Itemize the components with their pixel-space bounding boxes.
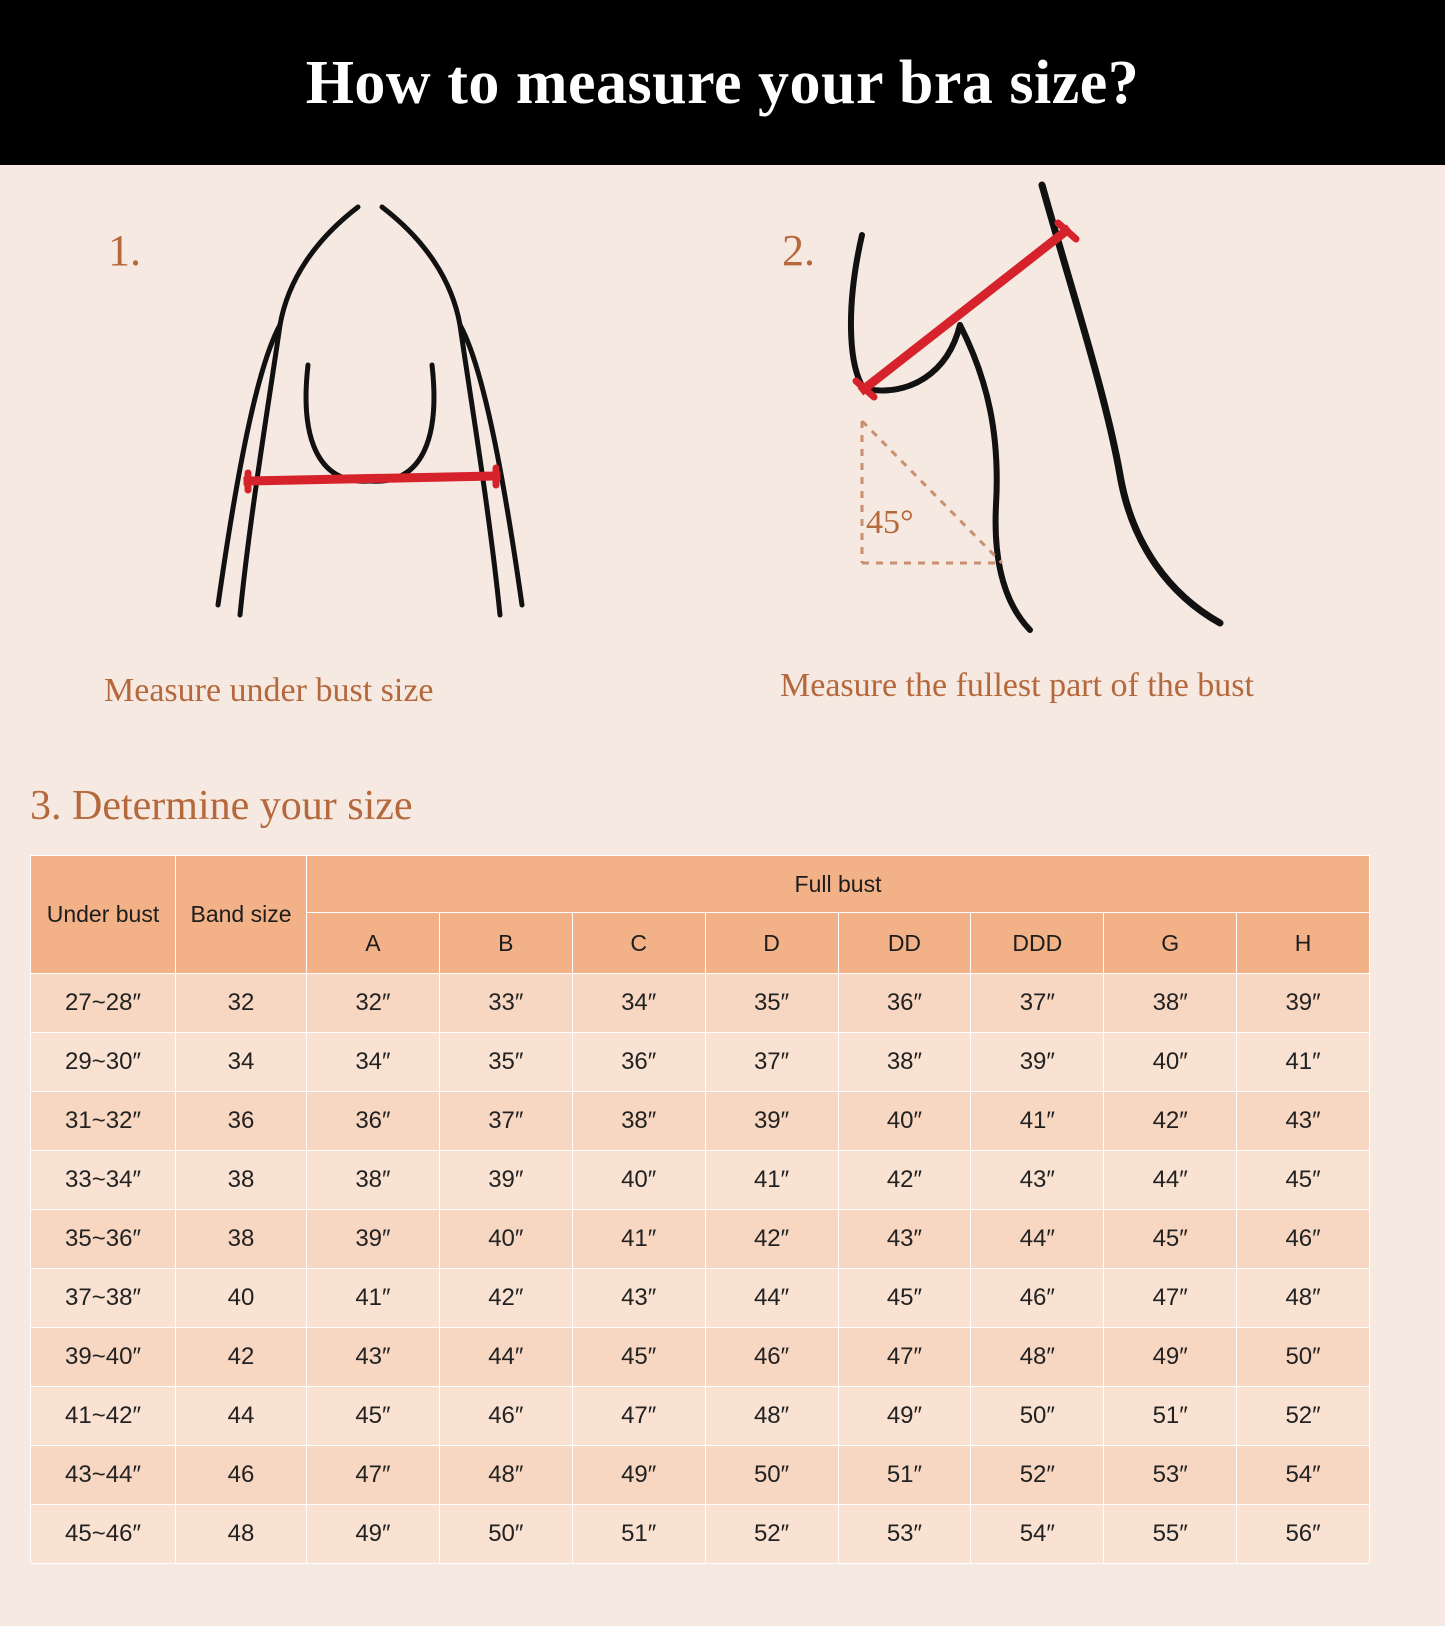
- cell-cup-h: 50″: [1237, 1328, 1370, 1387]
- cell-cup-h: 52″: [1237, 1387, 1370, 1446]
- cell-under-bust: 35~36″: [31, 1210, 176, 1269]
- cell-cup-b: 37″: [439, 1092, 572, 1151]
- cell-cup-d: 42″: [705, 1210, 838, 1269]
- cell-cup-dd: 36″: [838, 974, 971, 1033]
- cell-cup-d: 35″: [705, 974, 838, 1033]
- cell-cup-dd: 40″: [838, 1092, 971, 1151]
- cell-under-bust: 33~34″: [31, 1151, 176, 1210]
- step-2-caption: Measure the fullest part of the bust: [780, 667, 1254, 704]
- cell-cup-ddd: 46″: [971, 1269, 1104, 1328]
- cell-cup-a: 43″: [307, 1328, 440, 1387]
- cell-cup-c: 40″: [572, 1151, 705, 1210]
- cell-cup-d: 44″: [705, 1269, 838, 1328]
- header-cup-c: C: [572, 913, 705, 974]
- cell-cup-c: 41″: [572, 1210, 705, 1269]
- header-band-size: Band size: [176, 856, 307, 974]
- cell-cup-ddd: 54″: [971, 1505, 1104, 1564]
- table-row: [31, 1328, 1370, 1387]
- cell-cup-h: 48″: [1237, 1269, 1370, 1328]
- table-row: [31, 1505, 1370, 1564]
- cell-cup-c: 34″: [572, 974, 705, 1033]
- cell-cup-ddd: 43″: [971, 1151, 1104, 1210]
- cell-band-size: 38: [176, 1151, 307, 1210]
- cell-cup-ddd: 50″: [971, 1387, 1104, 1446]
- header-full-bust: Full bust: [307, 856, 1370, 913]
- header-bar: [0, 0, 1445, 165]
- size-chart-table: [30, 855, 1370, 1564]
- cell-band-size: 42: [176, 1328, 307, 1387]
- cell-cup-c: 36″: [572, 1033, 705, 1092]
- cell-cup-dd: 49″: [838, 1387, 971, 1446]
- table-row: [31, 1210, 1370, 1269]
- cell-cup-b: 50″: [439, 1505, 572, 1564]
- cell-cup-c: 51″: [572, 1505, 705, 1564]
- table-row: [31, 1446, 1370, 1505]
- cell-cup-d: 39″: [705, 1092, 838, 1151]
- cell-cup-g: 40″: [1104, 1033, 1237, 1092]
- table-row: [31, 1151, 1370, 1210]
- step-2-number: 2.: [782, 226, 815, 275]
- cell-band-size: 32: [176, 974, 307, 1033]
- cell-cup-a: 47″: [307, 1446, 440, 1505]
- cell-cup-ddd: 44″: [971, 1210, 1104, 1269]
- cell-cup-b: 44″: [439, 1328, 572, 1387]
- full-bust-illustration: [820, 175, 1300, 645]
- cell-cup-g: 42″: [1104, 1092, 1237, 1151]
- page-title: How to measure your bra size?: [305, 48, 1140, 117]
- cell-under-bust: 29~30″: [31, 1033, 176, 1092]
- cell-cup-h: 39″: [1237, 974, 1370, 1033]
- cell-cup-ddd: 52″: [971, 1446, 1104, 1505]
- step-1-caption: Measure under bust size: [104, 672, 434, 709]
- cell-cup-h: 43″: [1237, 1092, 1370, 1151]
- cell-under-bust: 41~42″: [31, 1387, 176, 1446]
- header-cup-ddd: DDD: [971, 913, 1104, 974]
- header-cup-g: G: [1104, 913, 1237, 974]
- cell-cup-h: 45″: [1237, 1151, 1370, 1210]
- cell-cup-dd: 47″: [838, 1328, 971, 1387]
- cell-under-bust: 39~40″: [31, 1328, 176, 1387]
- cell-cup-b: 35″: [439, 1033, 572, 1092]
- cell-cup-h: 56″: [1237, 1505, 1370, 1564]
- step-1-number: 1.: [108, 226, 141, 275]
- cell-cup-ddd: 37″: [971, 974, 1104, 1033]
- table-body: [31, 974, 1370, 1564]
- table-row: [31, 1387, 1370, 1446]
- cell-cup-a: 38″: [307, 1151, 440, 1210]
- cell-cup-dd: 45″: [838, 1269, 971, 1328]
- header-cup-a: A: [307, 913, 440, 974]
- cell-cup-a: 39″: [307, 1210, 440, 1269]
- cell-band-size: 46: [176, 1446, 307, 1505]
- table-head: [31, 856, 1370, 974]
- cell-cup-g: 49″: [1104, 1328, 1237, 1387]
- cell-cup-a: 45″: [307, 1387, 440, 1446]
- cell-cup-dd: 42″: [838, 1151, 971, 1210]
- cell-cup-dd: 51″: [838, 1446, 971, 1505]
- cell-cup-h: 54″: [1237, 1446, 1370, 1505]
- cell-cup-d: 52″: [705, 1505, 838, 1564]
- cell-cup-d: 46″: [705, 1328, 838, 1387]
- cell-under-bust: 37~38″: [31, 1269, 176, 1328]
- cell-under-bust: 45~46″: [31, 1505, 176, 1564]
- cell-cup-g: 38″: [1104, 974, 1237, 1033]
- cell-band-size: 44: [176, 1387, 307, 1446]
- table-row: [31, 974, 1370, 1033]
- cell-cup-a: 34″: [307, 1033, 440, 1092]
- header-under-bust: Under bust: [31, 856, 176, 974]
- cell-cup-d: 37″: [705, 1033, 838, 1092]
- table-row: [31, 1269, 1370, 1328]
- cell-cup-b: 33″: [439, 974, 572, 1033]
- cell-band-size: 40: [176, 1269, 307, 1328]
- cell-cup-dd: 38″: [838, 1033, 971, 1092]
- cell-cup-g: 47″: [1104, 1269, 1237, 1328]
- cell-cup-c: 45″: [572, 1328, 705, 1387]
- cell-band-size: 38: [176, 1210, 307, 1269]
- cell-cup-c: 43″: [572, 1269, 705, 1328]
- cell-cup-d: 41″: [705, 1151, 838, 1210]
- cell-under-bust: 43~44″: [31, 1446, 176, 1505]
- angle-label: 45°: [866, 504, 914, 541]
- cell-cup-b: 46″: [439, 1387, 572, 1446]
- cell-under-bust: 27~28″: [31, 974, 176, 1033]
- cell-cup-b: 48″: [439, 1446, 572, 1505]
- cell-band-size: 34: [176, 1033, 307, 1092]
- table-header-row-1: [31, 856, 1370, 913]
- cell-cup-a: 32″: [307, 974, 440, 1033]
- cell-cup-d: 48″: [705, 1387, 838, 1446]
- cell-cup-b: 40″: [439, 1210, 572, 1269]
- table-row: [31, 1033, 1370, 1092]
- under-bust-illustration: [130, 185, 610, 655]
- header-cup-dd: DD: [838, 913, 971, 974]
- cell-cup-g: 45″: [1104, 1210, 1237, 1269]
- cell-cup-g: 55″: [1104, 1505, 1237, 1564]
- cell-cup-a: 49″: [307, 1505, 440, 1564]
- cell-cup-h: 41″: [1237, 1033, 1370, 1092]
- cell-cup-c: 49″: [572, 1446, 705, 1505]
- cell-under-bust: 31~32″: [31, 1092, 176, 1151]
- cell-cup-dd: 53″: [838, 1505, 971, 1564]
- cell-cup-b: 42″: [439, 1269, 572, 1328]
- cell-cup-g: 51″: [1104, 1387, 1237, 1446]
- section-3-title: 3. Determine your size: [30, 783, 413, 829]
- cell-cup-a: 41″: [307, 1269, 440, 1328]
- cell-cup-h: 46″: [1237, 1210, 1370, 1269]
- cell-cup-ddd: 39″: [971, 1033, 1104, 1092]
- cell-band-size: 36: [176, 1092, 307, 1151]
- cell-cup-g: 44″: [1104, 1151, 1237, 1210]
- cell-cup-ddd: 41″: [971, 1092, 1104, 1151]
- header-cup-b: B: [439, 913, 572, 974]
- cell-cup-ddd: 48″: [971, 1328, 1104, 1387]
- cell-band-size: 48: [176, 1505, 307, 1564]
- cell-cup-a: 36″: [307, 1092, 440, 1151]
- table-row: [31, 1092, 1370, 1151]
- cell-cup-c: 38″: [572, 1092, 705, 1151]
- header-cup-d: D: [705, 913, 838, 974]
- header-cup-h: H: [1237, 913, 1370, 974]
- cell-cup-b: 39″: [439, 1151, 572, 1210]
- cell-cup-d: 50″: [705, 1446, 838, 1505]
- illustration-section: [0, 165, 1445, 785]
- cell-cup-g: 53″: [1104, 1446, 1237, 1505]
- cell-cup-dd: 43″: [838, 1210, 971, 1269]
- cell-cup-c: 47″: [572, 1387, 705, 1446]
